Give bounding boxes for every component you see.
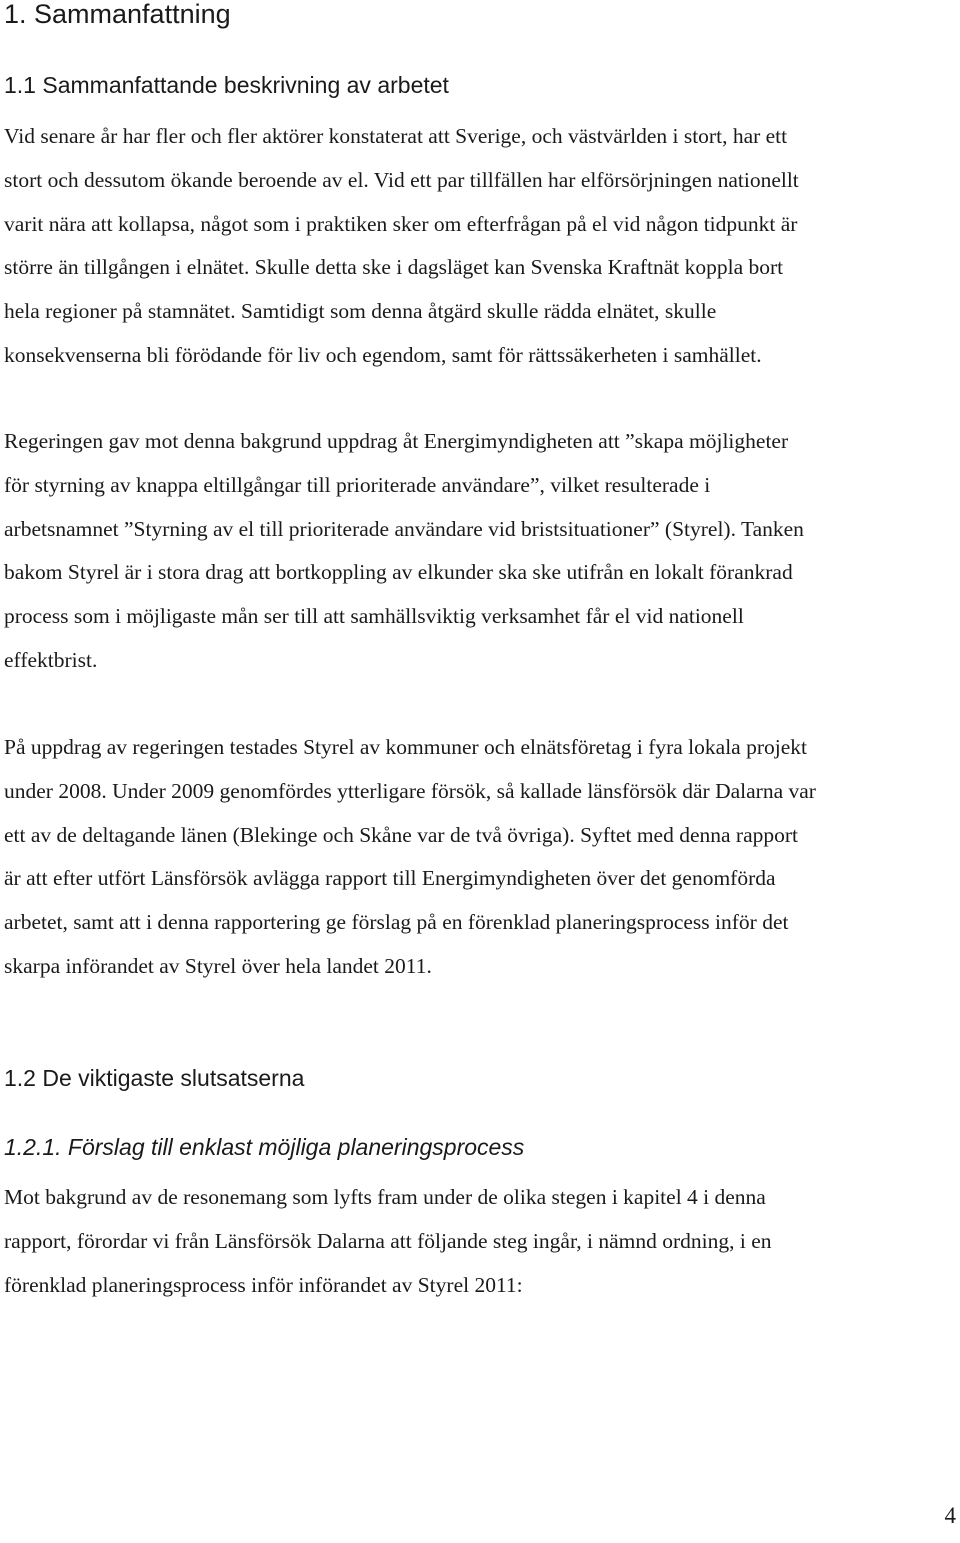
paragraph-line: hela regioner på stamnätet. Samtidigt som denna åtgärd skulle rädda elnätet, skulle — [4, 299, 717, 324]
paragraph-line: Vid senare år har fler och fler aktörer konstaterat att Sverige, och västvärlden i stort, har ett — [4, 124, 788, 148]
paragraph-line: Regeringen gav mot denna bakgrund uppdrag åt Energimyndigheten att ”skapa möjligheter — [4, 429, 789, 453]
subsection-heading-1-1: 1.1 Sammanfattande beskrivning av arbetet — [4, 72, 449, 98]
page-number: 4 — [944, 1503, 956, 1528]
paragraph-line: förenklad planeringsprocess inför införandet av Styrel 2011: — [4, 1272, 523, 1297]
subsection-heading-1-2: 1.2 De viktigaste slutsatserna — [4, 1065, 305, 1091]
paragraph-line: Mot bakgrund av de resonemang som lyfts fram under de olika stegen i kapitel 4 i denna — [4, 1185, 766, 1209]
paragraph-line: arbetet, samt att i denna rapportering ge förslag på en förenklad planeringsprocess inför det — [4, 910, 789, 935]
paragraph-line: bakom Styrel är i stora drag att bortkoppling av elkunder ska ske utifrån en lokalt förankrad — [4, 560, 793, 585]
paragraph-line: rapport, förordar vi från Länsförsök Dalarna att följande steg ingår, i nämnd ordning, i en — [4, 1228, 772, 1253]
paragraph-2 — [4, 420, 960, 683]
paragraph-line: effektbrist. — [4, 647, 98, 672]
paragraph-line: skarpa införandet av Styrel över hela landet 2011. — [4, 953, 432, 978]
paragraph-line: stort och dessutom ökande beroende av el. Vid ett par tillfällen har elförsörjningen nationellt — [4, 167, 799, 192]
paragraph-line: arbetsnamnet ”Styrning av el till prioriterade användare vid bristsituationer” (Styrel). Tanken — [4, 516, 804, 541]
paragraph-line: för styrning av knappa eltillgångar till prioriterade användare”, vilket resulterade i — [4, 472, 711, 497]
paragraph-line: På uppdrag av regeringen testades Styrel av kommuner och elnätsföretag i fyra lokala projekt — [4, 735, 807, 759]
paragraph-1 — [4, 115, 960, 378]
section-heading-sammanfattning: 1. Sammanfattning — [4, 0, 231, 29]
paragraph-3 — [4, 726, 960, 989]
paragraph-line: varit nära att kollapsa, något som i praktiken sker om efterfrågan på el vid någon tidpunkt är — [4, 211, 798, 236]
paragraph-line: ett av de deltagande länen (Blekinge och Skåne var de två övriga). Syftet med denna rapport — [4, 822, 799, 847]
paragraph-line: under 2008. Under 2009 genomfördes ytterligare försök, så kallade länsförsök där Dalarna var — [4, 778, 816, 803]
paragraph-line: konsekvenserna bli förödande för liv och egendom, samt för rättssäkerheten i samhället. — [4, 342, 762, 367]
paragraph-4 — [4, 1176, 960, 1307]
paragraph-line: är att efter utfört Länsförsök avlägga rapport till Energimyndigheten över det genomförda — [4, 866, 776, 891]
subsubsection-heading-1-2-1: 1.2.1. Förslag till enklast möjliga planeringsprocess — [4, 1134, 525, 1160]
paragraph-line: process som i möjligaste mån ser till att samhällsviktig verksamhet får el vid nationell — [4, 604, 744, 629]
paragraph-line: större än tillgången i elnätet. Skulle detta ske i dagsläget kan Svenska Kraftnät koppla bort — [4, 255, 784, 280]
